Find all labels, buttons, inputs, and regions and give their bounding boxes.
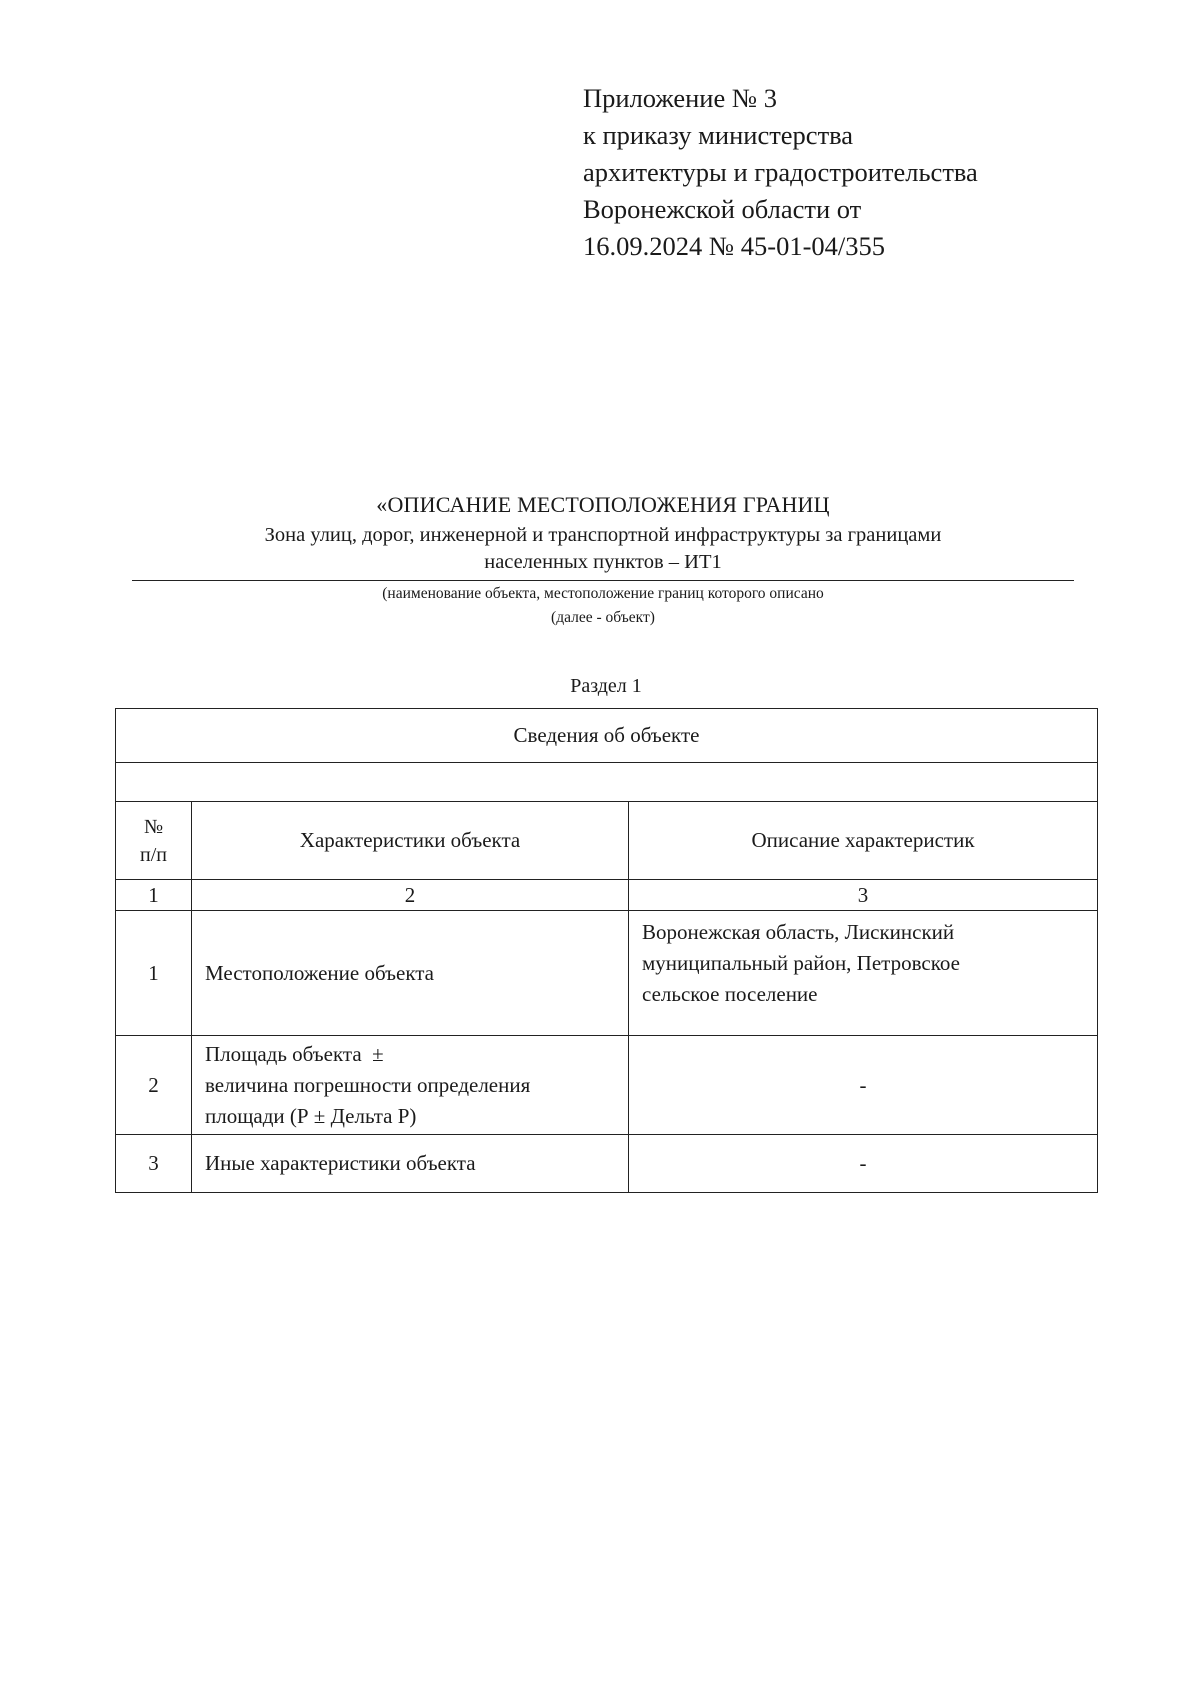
section-label: Раздел 1 [570,675,642,697]
appendix-line: Воронежской области от [583,194,862,224]
appendix-line: архитектуры и градостроительства [583,157,978,187]
row-characteristic [192,1036,629,1135]
empty-cell [116,763,1098,802]
row-number: 2 [116,1036,192,1135]
text-line: площади (Р ± Дельта Р) [205,1103,417,1128]
document-title: «ОПИСАНИЕ МЕСТОПОЛОЖЕНИЯ ГРАНИЦ [376,492,830,517]
object-name-line: Зона улиц, дорог, инженерной и транспортной инфраструктуры за границами [264,524,942,546]
appendix-line: к приказу министерства [583,120,854,150]
row-characteristic [192,1135,629,1193]
table-empty-row [116,763,1098,802]
text-line: величина погрешности определения [205,1072,531,1097]
header-characteristic: Характеристики объекта [192,802,629,880]
header-num-line: № [143,815,164,838]
object-info-table [115,708,1098,1193]
table-row [116,911,1098,1036]
text-line: Площадь объекта ± [205,1041,384,1066]
text-line: Местоположение объекта [205,960,435,985]
appendix-line: Приложение № 3 [583,83,778,113]
header-num [116,802,192,880]
header-num-line: п/п [140,843,167,866]
column-number: 1 [116,880,192,911]
text-line: Воронежская область, Лискинский [642,920,955,944]
appendix-block [583,80,1103,265]
row-characteristic [192,911,629,1036]
column-number-row [116,880,1098,911]
object-name-line: населенных пунктов – ИТ1 [484,551,722,573]
table-header-row [116,802,1098,880]
row-description: - [629,1036,1098,1135]
column-number: 3 [629,880,1098,911]
text-line: Иные характеристики объекта [205,1151,476,1175]
caption-line: (наименование объекта, местоположение границ которого описано [382,585,824,602]
table-title: Сведения об объекте [116,709,1098,763]
text-line: муниципальный район, Петровское [642,951,960,975]
row-number: 1 [116,911,192,1036]
row-number: 3 [116,1135,192,1193]
row-description [629,911,1098,1036]
underline-rule [132,580,1074,581]
header-description: Описание характеристик [629,802,1098,880]
table-row [116,1135,1098,1193]
row-description: - [629,1135,1098,1193]
column-number: 2 [192,880,629,911]
table-title-row [116,709,1098,763]
table-row [116,1036,1098,1135]
caption-line: (далее - объект) [551,609,655,626]
appendix-line: 16.09.2024 № 45-01-04/355 [583,231,886,261]
document-header [132,488,1074,629]
text-line: сельское поселение [642,982,818,1006]
